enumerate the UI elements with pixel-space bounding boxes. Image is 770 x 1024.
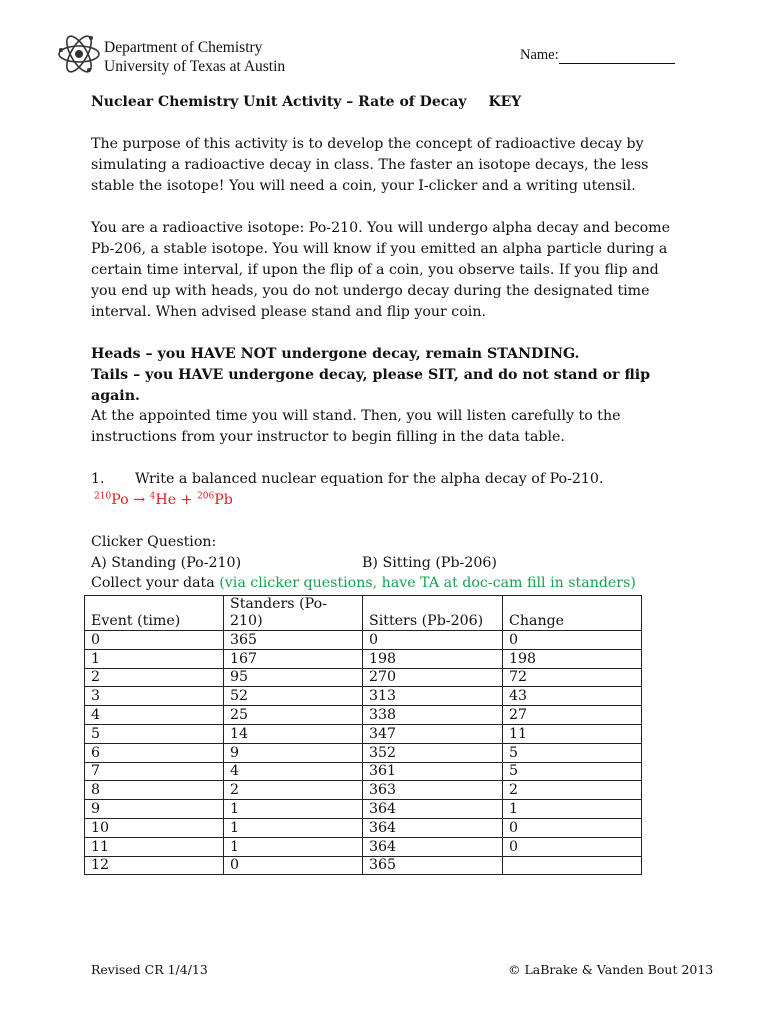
po-mass-number: 210 bbox=[94, 491, 112, 502]
department-line: Department of Chemistry bbox=[104, 39, 263, 56]
table-row bbox=[85, 724, 642, 743]
table-cell: 2 bbox=[503, 781, 642, 800]
po-symbol: Po bbox=[111, 492, 129, 508]
university-line: University of Texas at Austin bbox=[104, 58, 286, 75]
he-symbol: He bbox=[155, 492, 177, 508]
table-cell: 27 bbox=[503, 706, 642, 725]
footer-revision: Revised CR 1/4/13 bbox=[91, 962, 208, 977]
department-header bbox=[104, 38, 285, 76]
table-cell: 95 bbox=[224, 668, 363, 687]
table-row bbox=[85, 743, 642, 762]
table-cell: 1 bbox=[503, 800, 642, 819]
table-cell: 364 bbox=[363, 818, 503, 837]
table-cell: 198 bbox=[503, 649, 642, 668]
table-cell: 0 bbox=[503, 818, 642, 837]
table-cell: 9 bbox=[224, 743, 363, 762]
table-row bbox=[85, 649, 642, 668]
table-cell: 14 bbox=[224, 724, 363, 743]
table-row bbox=[85, 687, 642, 706]
table-cell: 52 bbox=[224, 687, 363, 706]
table-cell: 1 bbox=[224, 837, 363, 856]
table-row bbox=[85, 781, 642, 800]
table-cell: 352 bbox=[363, 743, 503, 762]
table-cell: 313 bbox=[363, 687, 503, 706]
table-cell: 7 bbox=[85, 762, 224, 781]
table-row bbox=[85, 762, 642, 781]
table-header-cell: Change bbox=[503, 596, 642, 631]
page-title bbox=[91, 94, 521, 110]
title-text: Nuclear Chemistry Unit Activity – Rate of Decay bbox=[91, 94, 467, 110]
table-row bbox=[85, 668, 642, 687]
clicker-heading: Clicker Question: bbox=[91, 534, 217, 550]
table-cell: 11 bbox=[85, 837, 224, 856]
question-number: 1. bbox=[91, 471, 105, 487]
rules-block bbox=[91, 344, 691, 407]
table-cell: 0 bbox=[503, 837, 642, 856]
table-cell: 10 bbox=[85, 818, 224, 837]
instructions-paragraph: At the appointed time you will stand. Then, you will listen carefully to the instructions from your instructor to begin filling in the data table. bbox=[91, 408, 621, 445]
pb-mass-number: 206 bbox=[197, 491, 215, 502]
table-row bbox=[85, 706, 642, 725]
question-1 bbox=[91, 469, 691, 490]
table-row bbox=[85, 818, 642, 837]
table-cell: 270 bbox=[363, 668, 503, 687]
name-label: Name: bbox=[520, 47, 559, 63]
table-cell: 12 bbox=[85, 856, 224, 875]
table-body bbox=[85, 596, 642, 875]
atom-logo-icon bbox=[55, 30, 103, 78]
table-cell: 4 bbox=[85, 706, 224, 725]
decay-data-table bbox=[84, 595, 642, 875]
table-cell: 5 bbox=[503, 743, 642, 762]
table-cell: 363 bbox=[363, 781, 503, 800]
table-cell: 5 bbox=[503, 762, 642, 781]
table-header-row bbox=[85, 596, 642, 631]
collect-note: (via clicker questions, have TA at doc-cam fill in standers) bbox=[219, 575, 636, 591]
table-row bbox=[85, 800, 642, 819]
table-row bbox=[85, 631, 642, 650]
table-cell: 0 bbox=[224, 856, 363, 875]
footer-copyright: © LaBrake & Vanden Bout 2013 bbox=[508, 962, 714, 977]
table-cell: 365 bbox=[363, 856, 503, 875]
plus: + bbox=[176, 492, 198, 508]
table-cell bbox=[503, 856, 642, 875]
name-blank-line[interactable] bbox=[559, 49, 675, 64]
intro-paragraph: The purpose of this activity is to develop the concept of radioactive decay by simulating a radioactive decay in class. The faster an isotope decays, the less stable the isotope! You will need a coin, your I-clicker and a writing utensil. bbox=[91, 136, 649, 194]
table-cell: 365 bbox=[224, 631, 363, 650]
table-cell: 364 bbox=[363, 837, 503, 856]
table-row bbox=[85, 856, 642, 875]
table-cell: 2 bbox=[224, 781, 363, 800]
table-cell: 338 bbox=[363, 706, 503, 725]
table-cell: 25 bbox=[224, 706, 363, 725]
answer-equation bbox=[94, 490, 233, 511]
clicker-option-b: B) Sitting (Pb-206) bbox=[362, 555, 497, 571]
scenario-paragraph: You are a radioactive isotope: Po-210. You will undergo alpha decay and become Pb-206, a stable isotope. You will know if you emitted an alpha particle during a certain time interval, if upon the flip of a coin, you observe tails. If you flip and you end up with heads, you do not undergo decay during the designated time interval. When advised please stand and flip your coin. bbox=[91, 220, 671, 320]
table-cell: 1 bbox=[224, 818, 363, 837]
table-cell: 364 bbox=[363, 800, 503, 819]
table-cell: 9 bbox=[85, 800, 224, 819]
table-cell: 3 bbox=[85, 687, 224, 706]
table-cell: 0 bbox=[85, 631, 224, 650]
tails-rule: Tails – you HAVE undergone decay, please SIT, and do not stand or flip again. bbox=[91, 367, 651, 404]
table-cell: 198 bbox=[363, 649, 503, 668]
question-text: Write a balanced nuclear equation for the alpha decay of Po-210. bbox=[135, 471, 604, 487]
title-key: KEY bbox=[488, 94, 522, 110]
clicker-option-a: A) Standing (Po-210) bbox=[91, 555, 242, 571]
name-field bbox=[520, 47, 675, 64]
table-cell: 6 bbox=[85, 743, 224, 762]
collect-prefix: Collect your data bbox=[91, 575, 220, 591]
heads-rule: Heads – you HAVE NOT undergone decay, remain STANDING. bbox=[91, 346, 580, 362]
table-header-cell: Standers (Po-210) bbox=[224, 596, 363, 631]
arrow: → bbox=[128, 492, 150, 508]
table-cell: 8 bbox=[85, 781, 224, 800]
table-cell: 347 bbox=[363, 724, 503, 743]
table-cell: 1 bbox=[85, 649, 224, 668]
table-cell: 2 bbox=[85, 668, 224, 687]
table-header-cell: Sitters (Pb-206) bbox=[363, 596, 503, 631]
collect-data-line bbox=[91, 573, 731, 594]
table-cell: 11 bbox=[503, 724, 642, 743]
table-cell: 0 bbox=[363, 631, 503, 650]
table-cell: 0 bbox=[503, 631, 642, 650]
table-cell: 1 bbox=[224, 800, 363, 819]
table-cell: 167 bbox=[224, 649, 363, 668]
table-cell: 43 bbox=[503, 687, 642, 706]
table-header-cell: Event (time) bbox=[85, 596, 224, 631]
table-cell: 5 bbox=[85, 724, 224, 743]
table-cell: 72 bbox=[503, 668, 642, 687]
table-cell: 4 bbox=[224, 762, 363, 781]
table-cell: 361 bbox=[363, 762, 503, 781]
he-mass-number: 4 bbox=[149, 491, 156, 502]
pb-symbol: Pb bbox=[214, 492, 233, 508]
table-row bbox=[85, 837, 642, 856]
